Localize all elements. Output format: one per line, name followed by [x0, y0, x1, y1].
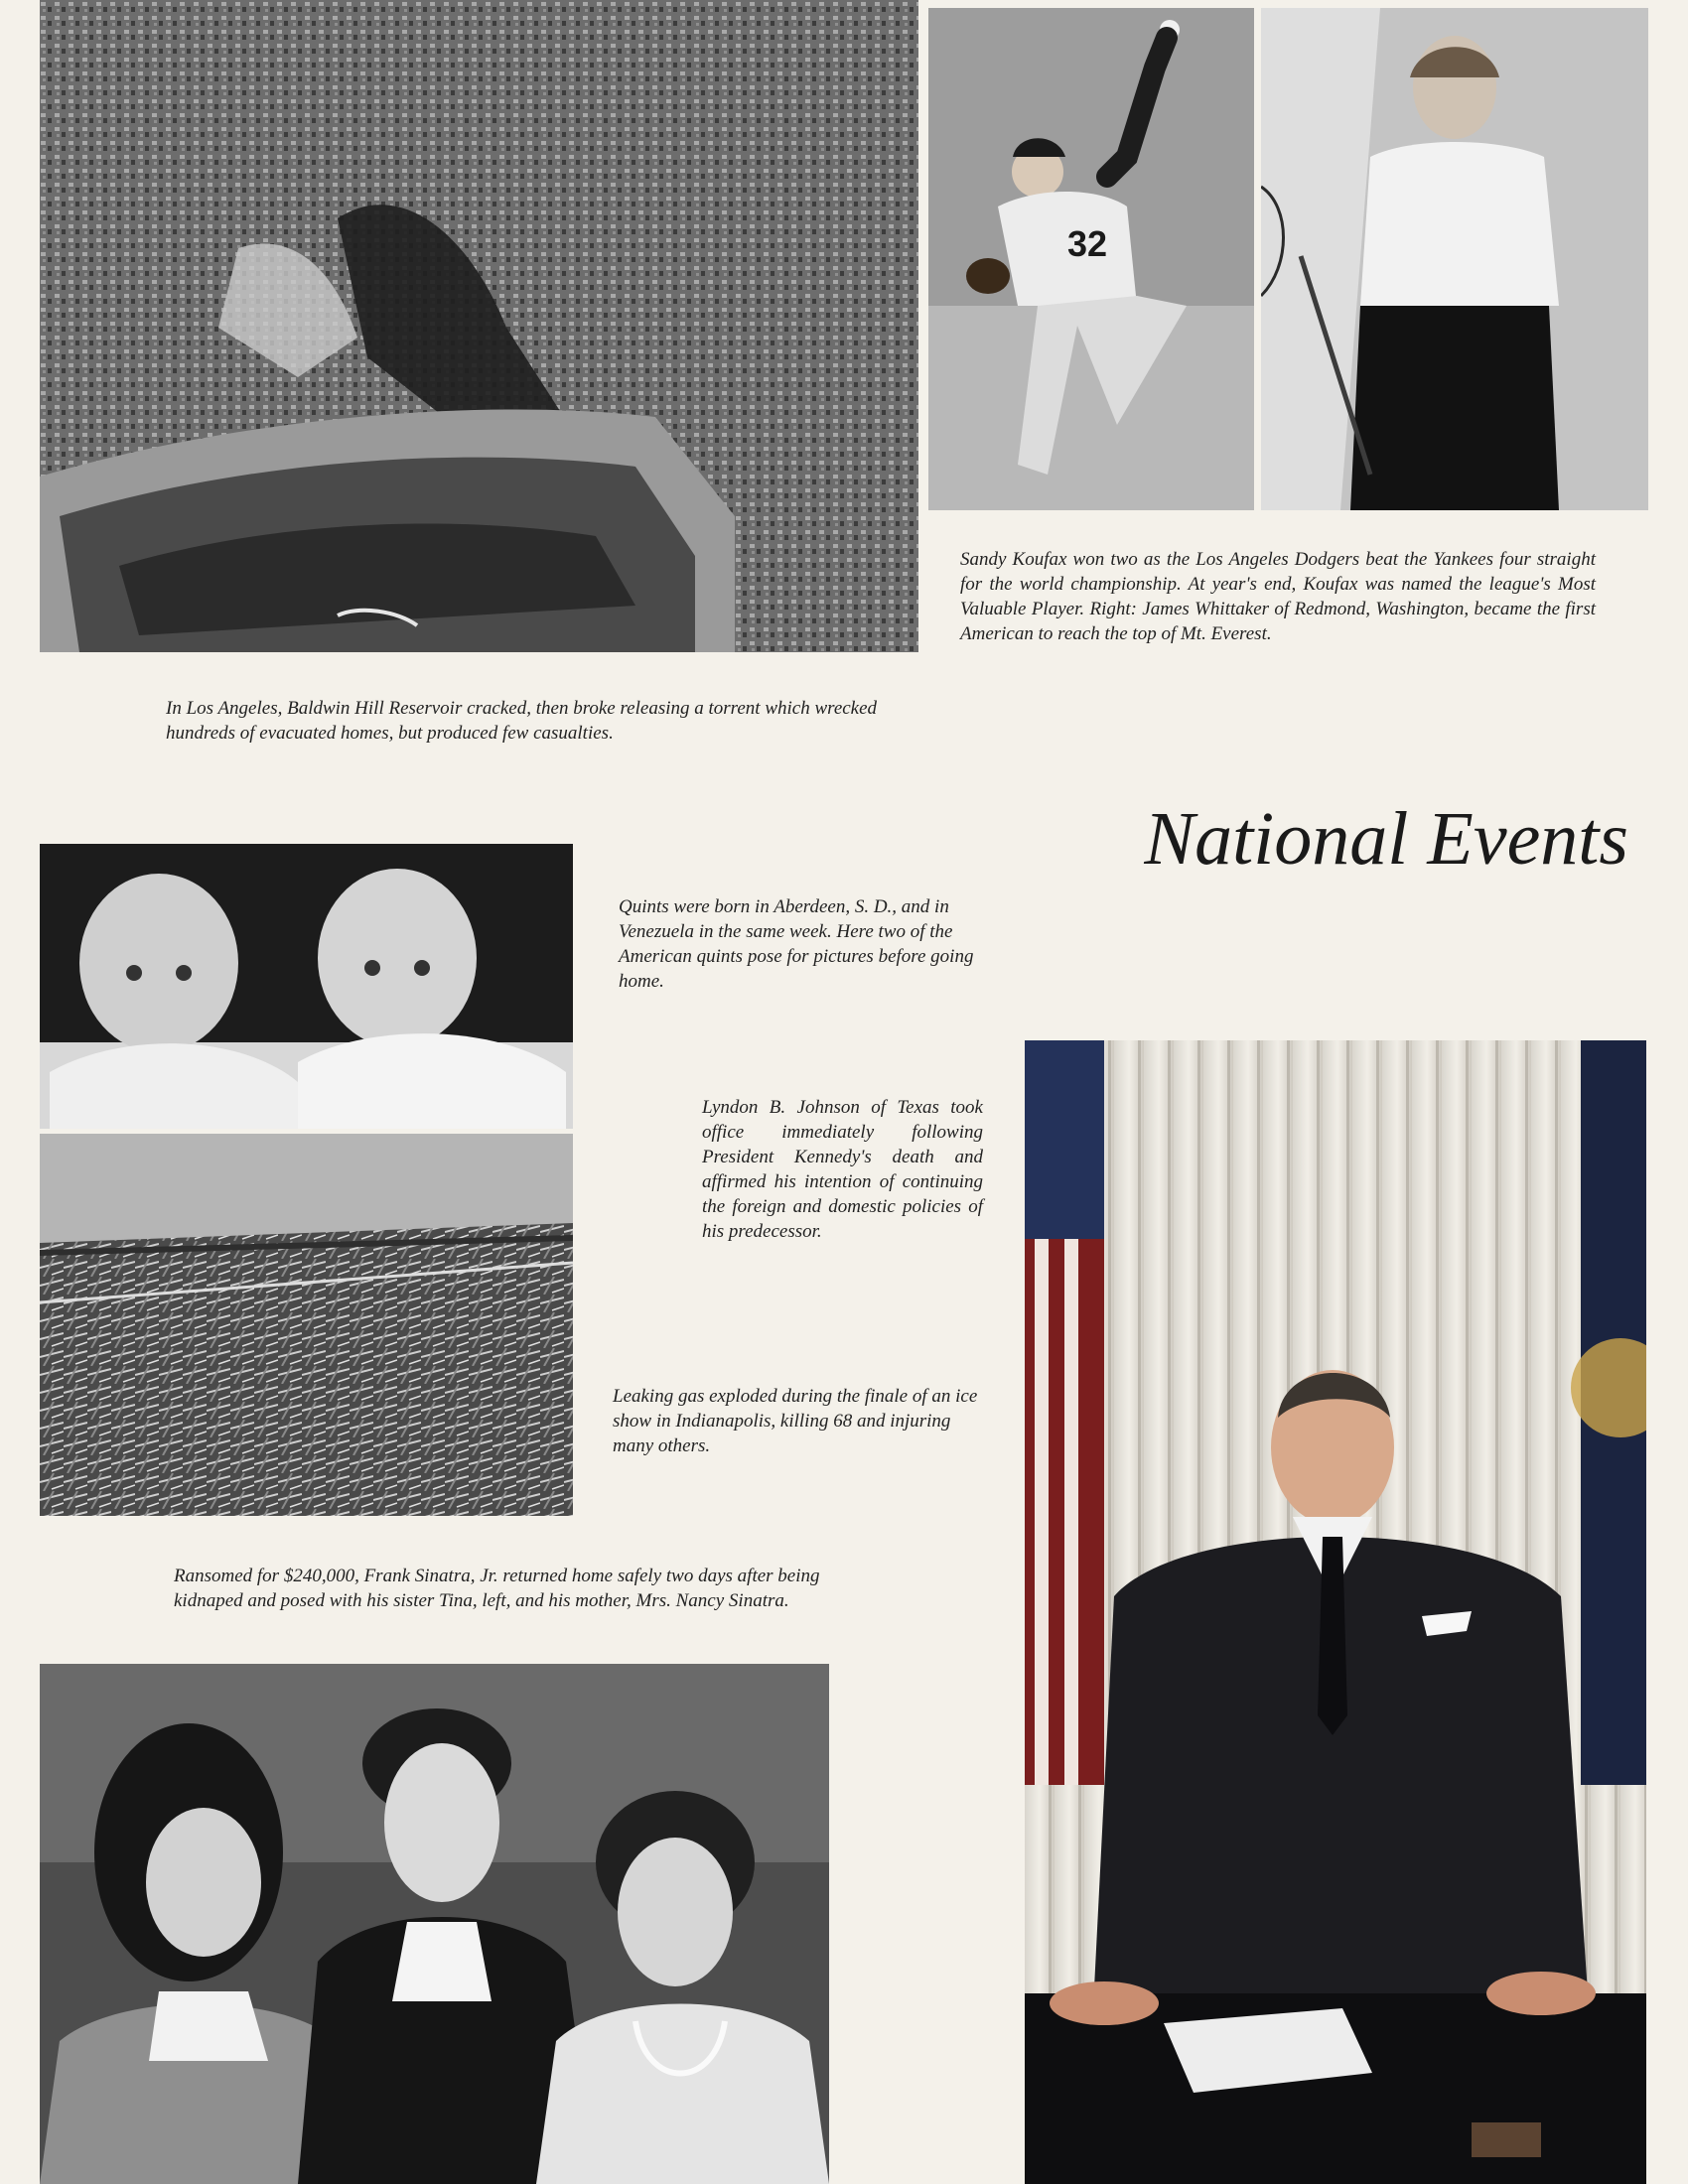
page-title: National Events	[1144, 797, 1628, 881]
sinatra-photo	[40, 1664, 829, 2184]
koufax-illustration	[928, 8, 1254, 510]
johnson-photo	[1025, 1040, 1646, 2184]
reservoir-caption: In Los Angeles, Baldwin Hill Reservoir cracked, then broke releasing a torrent which wrecked hundreds of evacuated homes, but produced few casualties.	[166, 698, 878, 744]
explosion-photo	[40, 1134, 573, 1516]
quints-photo	[40, 844, 573, 1129]
explosion-illustration	[40, 1134, 573, 1516]
explosion-caption: Leaking gas exploded during the finale of an ice show in Indianapolis, killing 68 and injuring many others.	[613, 1386, 978, 1456]
jersey-number: 32	[1067, 223, 1108, 264]
sinatra-illustration	[40, 1664, 829, 2184]
koufax-photo	[928, 8, 1254, 510]
sinatra-caption: Ransomed for $240,000, Frank Sinatra, Jr. returned home safely two days after being kidnaped and posed with his sister Tina, left, and his mother, Mrs. Nancy Sinatra.	[174, 1566, 820, 1611]
whittaker-illustration	[1261, 8, 1648, 510]
johnson-illustration	[1025, 1040, 1646, 2184]
whittaker-photo	[1261, 8, 1648, 510]
quints-caption: Quints were born in Aberdeen, S. D., and in Venezuela in the same week. Here two of the American quints pose for pictures before going home.	[619, 896, 974, 992]
quints-illustration	[40, 844, 573, 1129]
reservoir-illustration	[40, 0, 918, 652]
reservoir-photo	[40, 0, 918, 652]
johnson-caption: Lyndon B. Johnson of Texas took office immediately following President Kennedy's death and affirmed his intention of continuing the foreign and domestic policies of his predecessor.	[702, 1097, 983, 1242]
koufax-caption: Sandy Koufax won two as the Los Angeles Dodgers beat the Yankees four straight for the world championship. At year's end, Koufax was named the league's Most Valuable Player. Right: James Whittaker of Redmond, Washington, became the first American to reach the top of Mt. Everest.	[960, 549, 1596, 644]
